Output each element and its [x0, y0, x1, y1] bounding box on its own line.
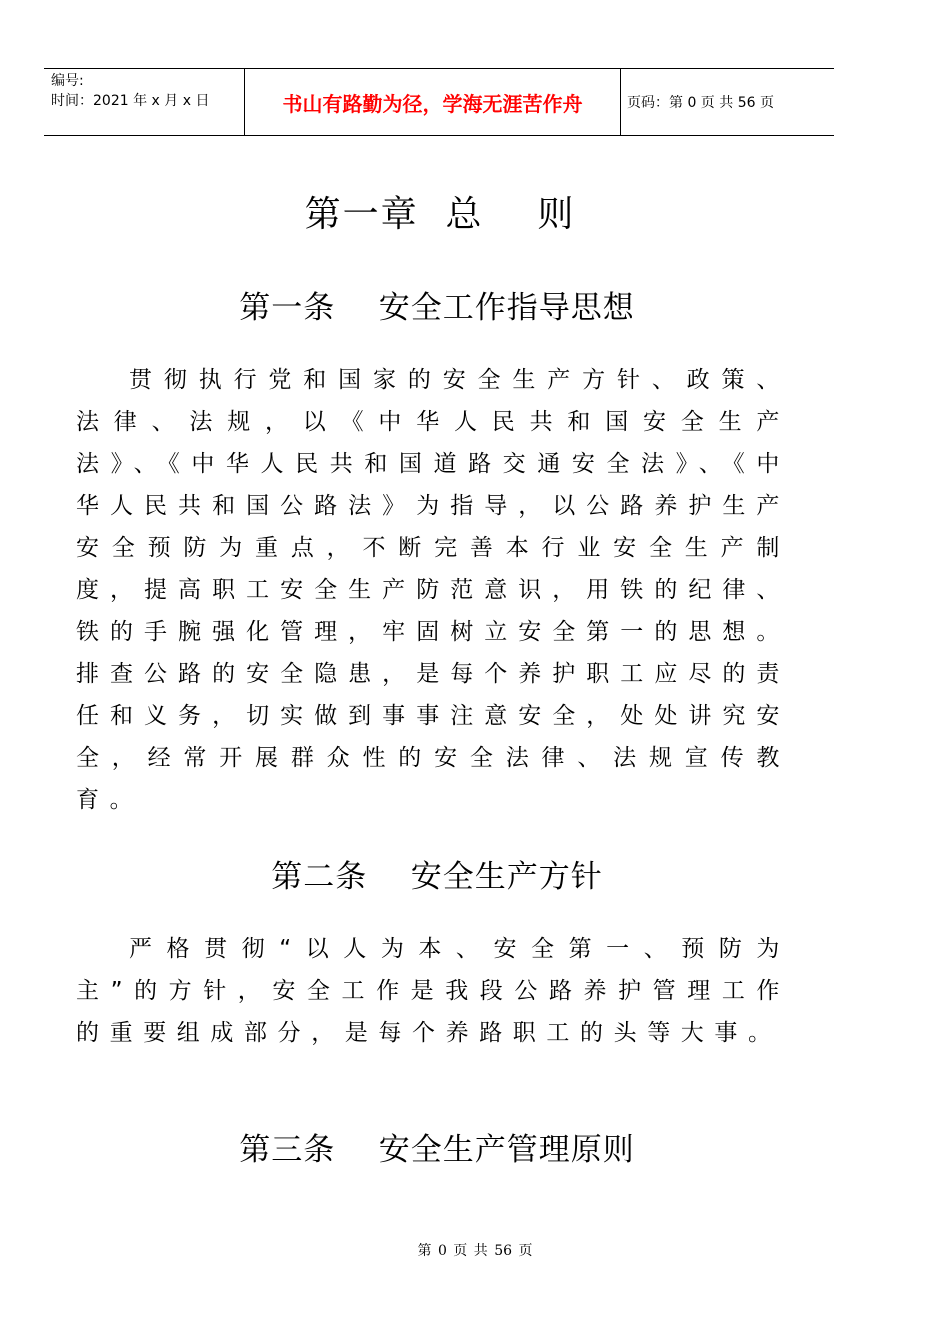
- article-2-text: 严格贯彻“以人为本、安全第一、预防为主”的方针，安全工作是我段公路养护管理工作的重要组成部分，是每个养路职工的头等大事。: [76, 936, 790, 1046]
- document-header: [44, 68, 834, 136]
- header-meta-cell: [44, 69, 245, 135]
- header-motto: 书山有路勤为径，学海无涯苦作舟: [245, 69, 621, 135]
- article-1-title: 第一条 安全工作指导思想: [239, 290, 635, 326]
- article-2-title: 第二条 安全生产方针: [271, 859, 603, 895]
- chapter-title: 第一章 总 则: [304, 194, 576, 235]
- article-1-text: 贯彻执行党和国家的安全生产方针、政策、法律、法规，以《中华人民共和国安全生产法》、《中华人民共和国道路交通安全法》、《中华人民共和国公路法》为指导，以公路养护生产安全预防为重点，不断完善本行业安全生产制度，提高职工安全生产防范意识，用铁的纪律、铁的手腕强化管理，牢固树立安全第一的思想。排查公路的安全隐患，是每个养护职工应尽的责任和义务，切实做到事事注意安全，处处讲究安全，经常开展群众性的安全法律、法规宣传教育。: [76, 367, 790, 813]
- date-label: 时间：2021 年 x 月 x 日: [51, 93, 210, 109]
- serial-number-label: 编号:: [51, 73, 84, 89]
- article-3-title: 第三条 安全生产管理原则: [239, 1132, 635, 1168]
- page-footer: 第 0 页 共 56 页: [417, 1243, 533, 1259]
- header-page-info: 页码：第 0 页 共 56 页: [627, 95, 774, 111]
